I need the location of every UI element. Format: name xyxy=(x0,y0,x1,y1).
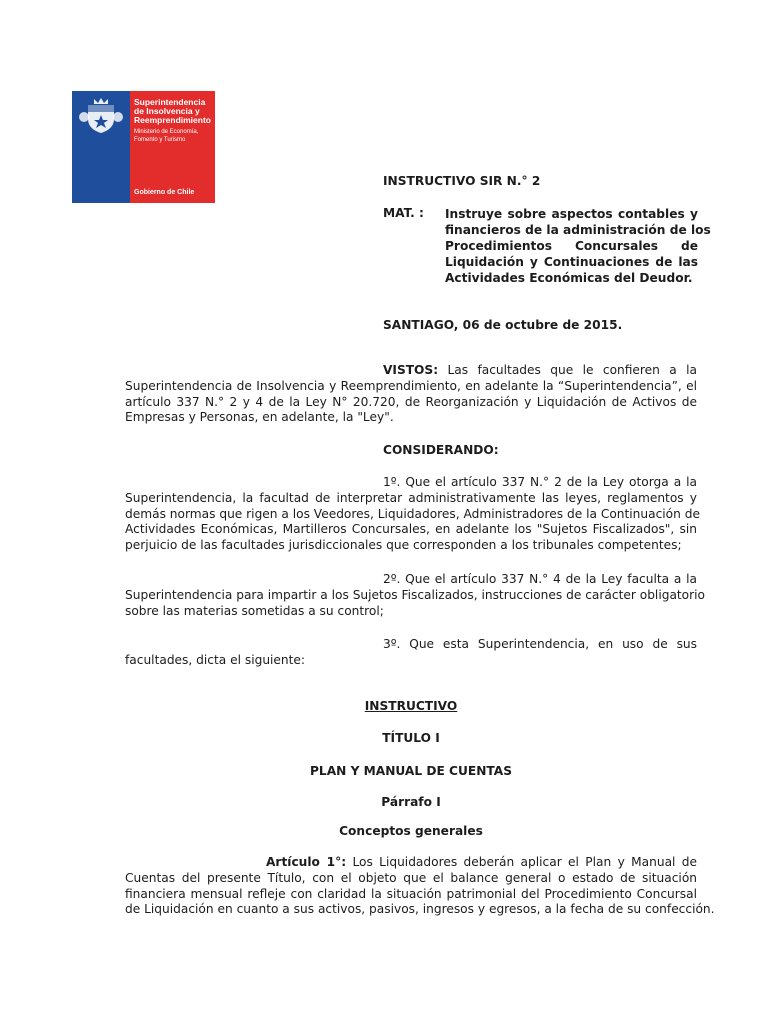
mat-line: Instruye sobre aspectos contables y xyxy=(445,207,698,221)
logo-ministry-line: Ministerio de Economía, xyxy=(134,129,199,135)
considerando-3-first xyxy=(383,637,697,653)
article-line: financiera mensual refleje con claridad la situación patrimonial del Procedimiento Concursal xyxy=(125,886,697,901)
vistos-label: VISTOS: xyxy=(383,363,439,377)
logo-ministry-line: Fomento y Turismo xyxy=(134,137,186,143)
considerando-3-first-text: 3º. Que esta Superintendencia, en uso de sus xyxy=(383,637,697,651)
coat-of-arms-icon xyxy=(78,97,124,135)
considerando-1-paragraph xyxy=(125,491,700,553)
considerando-3-paragraph xyxy=(125,653,697,669)
mat-line: financieros de la administración de los xyxy=(445,223,711,237)
article-line: de Liquidación en cuanto a sus activos, pasivos, ingresos y egresos, a la fecha de su confección. xyxy=(125,902,715,917)
logo-footer: Gobierno de Chile xyxy=(134,189,195,196)
instructivo-heading: INSTRUCTIVO xyxy=(364,699,458,713)
article-line: Cuentas del presente Título, con el objeto que el balance general o estado de situación xyxy=(125,871,697,885)
considerando-line: demás normas que rigen a los Veedores, Liquidadores, Administradores de la Continuación de xyxy=(125,506,700,521)
considerando-1-first-text: 1º. Que el artículo 337 N.° 2 de la Ley otorga a la xyxy=(383,475,697,489)
vistos-text: Las facultades que le confieren a la xyxy=(447,363,697,377)
institution-logo xyxy=(72,91,215,203)
article-1-first-line xyxy=(266,855,697,871)
mat-line: Liquidación y Continuaciones de las xyxy=(445,255,698,269)
logo-line: de Insolvencia y xyxy=(134,106,200,116)
mat-line: Procedimientos Concursales de xyxy=(445,239,698,253)
plan-heading: PLAN Y MANUAL DE CUENTAS xyxy=(310,764,512,778)
titulo-heading: TÍTULO I xyxy=(382,731,440,745)
logo-line: Reemprendimiento xyxy=(134,115,211,125)
considerando-line: Superintendencia para impartir a los Sujetos Fiscalizados, instrucciones de carácter obligatorio xyxy=(125,588,705,602)
logo-text xyxy=(134,98,211,125)
article-1-label: Artículo 1°: xyxy=(266,855,347,869)
vistos-first-line xyxy=(383,363,697,379)
article-1-text: Los Liquidadores deberán aplicar el Plan y Manual de xyxy=(352,855,698,869)
logo-ministry xyxy=(134,128,198,144)
mat-line: Actividades Económicas del Deudor. xyxy=(445,271,693,285)
considerando-2-first xyxy=(383,572,697,588)
article-1-paragraph xyxy=(125,871,715,918)
considerando-line: perjuicio de las facultades jurisdiccionales que corresponden a los tribunales competentes; xyxy=(125,537,682,552)
parrafo-heading: Párrafo I xyxy=(381,795,441,809)
vistos-paragraph xyxy=(125,379,697,426)
vistos-line: artículo 337 N.° 2 y 4 de la Ley N° 20.720, de Reorganización y Liquidación de Activos de xyxy=(125,394,697,409)
vistos-line: Empresas y Personas, en adelante, la "Ley". xyxy=(125,410,394,425)
vistos-line: Superintendencia de Insolvencia y Reemprendimiento, en adelante la “Superintendencia”, el xyxy=(125,379,697,393)
logo-line: Superintendencia xyxy=(134,97,206,107)
considerando-2-paragraph xyxy=(125,588,705,619)
mat-label: MAT. : xyxy=(383,206,424,220)
conceptos-heading: Conceptos generales xyxy=(339,824,483,838)
considerando-2-first-text: 2º. Que el artículo 337 N.° 4 de la Ley faculta a la xyxy=(383,572,697,586)
considerando-1-first xyxy=(383,475,697,491)
document-title: INSTRUCTIVO SIR N.° 2 xyxy=(383,174,541,188)
mat-subject xyxy=(445,206,711,286)
considerando-line: facultades, dicta el siguiente: xyxy=(125,653,306,667)
considerando-line: sobre las materias sometidas a su control; xyxy=(125,603,384,618)
considerando-line: Actividades Económicas, Martilleros Concursales, en adelante los "Sujetos Fiscalizados", sin xyxy=(125,522,697,537)
document-date: SANTIAGO, 06 de octubre de 2015. xyxy=(383,318,623,332)
considerando-heading: CONSIDERANDO: xyxy=(383,443,499,457)
considerando-line: Superintendencia, la facultad de interpretar administrativamente las leyes, reglamentos y xyxy=(125,491,697,505)
